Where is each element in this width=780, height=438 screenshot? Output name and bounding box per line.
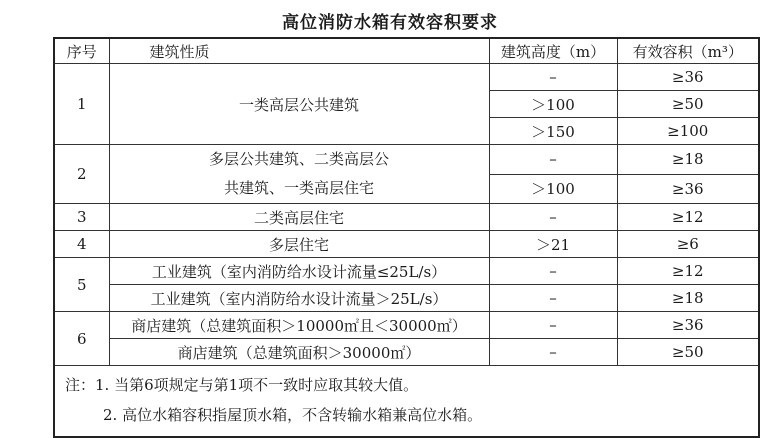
row-volume: ≥36 — [617, 174, 759, 204]
row-height: – — [489, 258, 617, 285]
notes-row — [54, 366, 759, 438]
row-building: 工业建筑（室内消防给水设计流量≤25L/s） — [109, 258, 489, 285]
row-height: – — [489, 285, 617, 312]
row-volume: ≥12 — [617, 258, 759, 285]
row-height: – — [489, 64, 617, 91]
row-building: 商店建筑（总建筑面积＞30000㎡） — [109, 339, 489, 366]
row-building-line1: 多层公共建筑、二类高层公 — [208, 150, 389, 168]
row-volume: ≥50 — [617, 339, 759, 366]
note-line-2: 2. 高位水箱容积指屋顶水箱，不含转输水箱兼高位水箱。 — [103, 406, 483, 424]
table-row — [54, 312, 759, 339]
row-no: 5 — [54, 258, 109, 312]
row-no: 4 — [54, 231, 109, 258]
table-row — [54, 285, 759, 312]
row-volume: ≥18 — [617, 285, 759, 312]
table-title: 高位消防水箱有效容积要求 — [282, 13, 498, 33]
row-height: ＞100 — [489, 91, 617, 118]
table-row — [54, 145, 759, 175]
row-height: – — [489, 339, 617, 366]
row-volume: ≥18 — [617, 145, 759, 175]
table-row — [54, 231, 759, 258]
notes-cell — [54, 366, 759, 438]
note-line-1: 注：1. 当第6项规定与第1项不一致时应取其较大值。 — [65, 376, 419, 394]
header-building: 建筑性质 — [109, 38, 489, 64]
row-height: ＞21 — [489, 231, 617, 258]
row-building: 一类高层公共建筑 — [109, 64, 489, 145]
table-container — [53, 37, 758, 424]
row-volume: ≥12 — [617, 204, 759, 231]
header-height: 建筑高度（m） — [489, 38, 617, 64]
row-building: 商店建筑（总建筑面积＞10000㎡且＜30000㎡） — [109, 312, 489, 339]
header-row — [54, 38, 759, 64]
row-height: – — [489, 312, 617, 339]
row-volume: ≥36 — [617, 312, 759, 339]
header-volume: 有效容积（m³） — [617, 38, 759, 64]
volume-table — [53, 37, 760, 438]
row-no: 1 — [54, 64, 109, 145]
row-building: 二类高层住宅 — [109, 204, 489, 231]
row-height: – — [489, 145, 617, 175]
row-height: ＞100 — [489, 174, 617, 204]
row-no: 2 — [54, 145, 109, 204]
row-volume: ≥100 — [617, 118, 759, 145]
table-row — [54, 64, 759, 91]
row-height: – — [489, 204, 617, 231]
row-volume: ≥6 — [617, 231, 759, 258]
row-volume: ≥36 — [617, 64, 759, 91]
row-building: 多层住宅 — [109, 231, 489, 258]
row-building-line2: 共建筑、一类高层住宅 — [223, 179, 374, 197]
table-row — [54, 204, 759, 231]
table-row — [54, 258, 759, 285]
header-no: 序号 — [54, 38, 109, 64]
row-no: 6 — [54, 312, 109, 366]
row-volume: ≥50 — [617, 91, 759, 118]
table-row — [54, 339, 759, 366]
row-building: 工业建筑（室内消防给水设计流量＞25L/s） — [109, 285, 489, 312]
row-no: 3 — [54, 204, 109, 231]
row-height: ＞150 — [489, 118, 617, 145]
row-building — [109, 145, 489, 204]
